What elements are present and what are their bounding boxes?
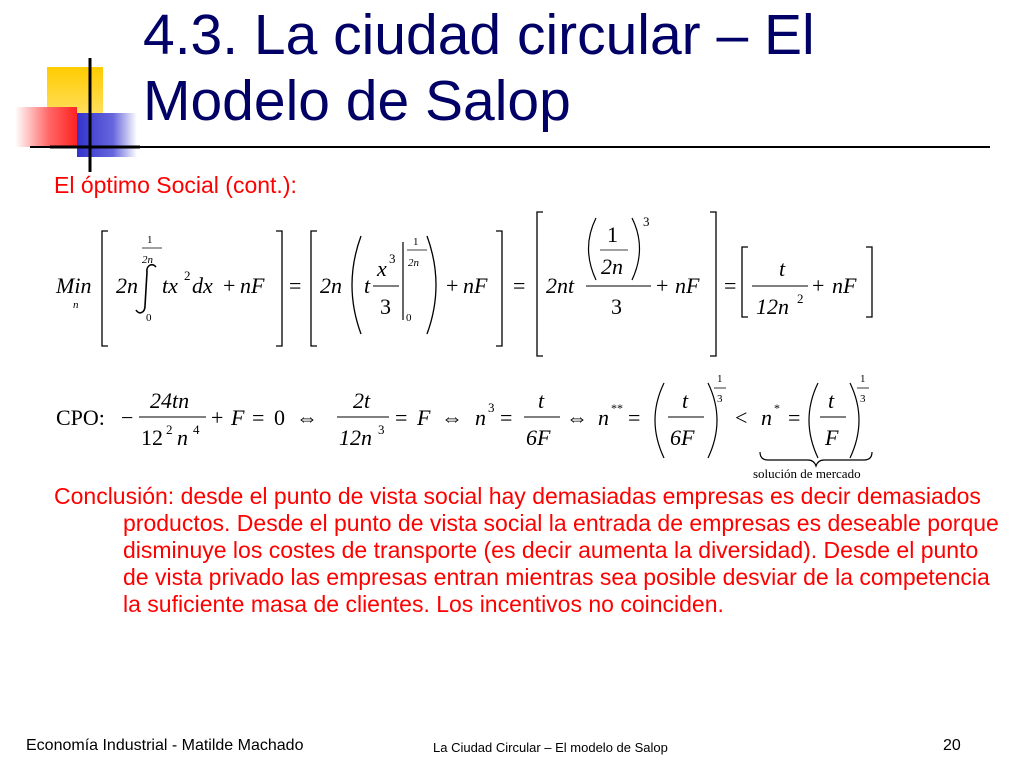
den-12n-cube: 3 <box>378 422 385 437</box>
x-cubed-exp: 3 <box>389 251 396 266</box>
den-12: 12 <box>141 425 163 450</box>
less-than: < <box>735 405 748 430</box>
eval-lower-0: 0 <box>406 312 412 324</box>
num-2t: 2t <box>353 388 371 413</box>
integral-sign <box>136 265 156 313</box>
zero: 0 <box>274 405 285 430</box>
n-double-star: n <box>598 405 609 430</box>
bracket-left-1 <box>102 231 108 346</box>
paren-right-cpo-1 <box>708 383 717 458</box>
iff-3: ⇔ <box>566 405 588 430</box>
frac-den-3: 3 <box>380 294 391 319</box>
paren-left-1 <box>352 236 361 334</box>
subtitle: El óptimo Social (cont.): <box>54 172 297 198</box>
paren-left-cpo-2 <box>809 383 818 458</box>
den-F: F <box>825 425 839 450</box>
final-num-t: t <box>779 256 786 281</box>
iff-1: ⇔ <box>296 405 318 430</box>
eq-3: = <box>724 273 737 298</box>
bracket-left-2 <box>311 231 317 346</box>
minus-sign: − <box>121 405 134 430</box>
paren-left-2 <box>589 218 597 280</box>
x-cubed-x: x <box>377 256 387 281</box>
deco-blue-square <box>77 113 137 157</box>
bracket-left-3 <box>537 212 543 356</box>
upper-limit-2n: 2n <box>142 254 153 266</box>
frac-den-3-b: 3 <box>611 294 622 319</box>
integrand-dx: dx <box>192 273 213 298</box>
min-subscript: n <box>73 299 79 311</box>
title-decoration <box>0 0 150 180</box>
social-optimum-equation <box>55 212 872 356</box>
page-number: 20 <box>943 737 961 754</box>
eq-cpo-3: = <box>500 405 513 430</box>
cpo-label: CPO: <box>56 405 105 430</box>
nF-1: nF <box>240 273 265 298</box>
nF-4: nF <box>832 273 857 298</box>
deco-red-square <box>15 107 77 147</box>
conclusion-text: desde el punto de vista social hay demasiadas empresas es decir demasiados productos. Desde el punto de vista social la entrada de empresas es deseable porque disminuye los costes de transporte (es decir aumenta la diversidad). Desde el punto de vista privado las empresas entran mientras sea posible desviar de la competencia la suficiente masa de clientes. Los incentivos no coinciden. <box>123 483 999 617</box>
conclusion-paragraph <box>54 483 1003 618</box>
conclusion-label: Conclusión: <box>54 483 175 509</box>
den-n-4: 4 <box>193 422 200 437</box>
paren-right-1 <box>427 236 436 334</box>
n-star: n <box>761 405 772 430</box>
den-6F-b: 6F <box>670 425 695 450</box>
double-star: ** <box>611 401 623 415</box>
exp-one-a: 1 <box>717 373 723 385</box>
coef-2n-b: 2n <box>320 273 342 298</box>
star: * <box>774 401 780 415</box>
den-12-sq: 2 <box>166 422 173 437</box>
plus-3: + <box>656 273 669 298</box>
plus-cpo: + <box>211 405 224 430</box>
final-den-sq: 2 <box>797 291 804 306</box>
slide-title <box>143 2 1003 134</box>
F-cpo: F <box>231 405 245 430</box>
exp-three-a: 3 <box>717 393 723 405</box>
eq-1: = <box>289 273 302 298</box>
exp-three-b: 3 <box>860 393 866 405</box>
paren-right-2 <box>632 218 640 280</box>
num-24tn: 24tn <box>150 388 190 413</box>
bracket-left-4 <box>742 247 748 317</box>
coef-2nt: 2nt <box>546 273 575 298</box>
equations <box>0 200 1024 485</box>
nF-2: nF <box>463 273 488 298</box>
iff-2: ⇔ <box>441 405 463 430</box>
den-n: n <box>177 425 188 450</box>
den-6F-a: 6F <box>526 425 551 450</box>
exp-one-b: 1 <box>860 373 866 385</box>
inner-num-1: 1 <box>607 222 618 247</box>
t-coef: t <box>364 273 371 298</box>
first-order-condition <box>56 373 872 481</box>
plus-2: + <box>446 273 459 298</box>
bracket-right-3 <box>710 212 716 356</box>
coef-2n: 2n <box>116 273 138 298</box>
title-line-2: Modelo de Salop <box>143 69 571 133</box>
brace-label: solución de mercado <box>753 466 861 481</box>
integrand-tx: tx <box>162 273 178 298</box>
n-cubed-exp: 3 <box>488 400 495 415</box>
eval-upper-1: 1 <box>413 236 419 248</box>
eq-cpo-4: = <box>628 405 641 430</box>
paren-left-cpo-1 <box>655 383 664 458</box>
eq-cpo-1: = <box>252 405 265 430</box>
integrand-sq: 2 <box>184 268 191 283</box>
footer-topic: La Ciudad Circular – El modelo de Salop <box>433 740 668 755</box>
inner-den-2n: 2n <box>601 254 623 279</box>
paren-right-cpo-2 <box>850 383 859 458</box>
lower-limit-0: 0 <box>146 312 152 324</box>
bracket-right-2 <box>496 231 502 346</box>
eq-cpo-5: = <box>788 405 801 430</box>
num-t-b: t <box>682 388 689 413</box>
eq-cpo-2: = <box>395 405 408 430</box>
nF-3: nF <box>675 273 700 298</box>
min-operator: Min <box>56 273 92 298</box>
footer-course: Economía Industrial - Matilde Machado <box>26 737 304 754</box>
n-cubed: n <box>475 405 486 430</box>
eq-2: = <box>513 273 526 298</box>
den-12n: 12n <box>339 425 372 450</box>
title-divider <box>30 146 990 148</box>
F-cpo-2: F <box>417 405 431 430</box>
upper-limit-1: 1 <box>147 234 153 246</box>
eval-upper-2n: 2n <box>408 257 419 269</box>
bracket-right-4 <box>866 247 872 317</box>
plus-4: + <box>812 273 825 298</box>
inner-cube: 3 <box>643 214 650 229</box>
num-t-c: t <box>828 388 835 413</box>
bracket-right-1 <box>276 231 282 346</box>
num-t-a: t <box>538 388 545 413</box>
plus-1: + <box>223 273 236 298</box>
title-line-1: 4.3. La ciudad circular – El <box>143 3 815 67</box>
final-den-12n: 12n <box>756 294 789 319</box>
